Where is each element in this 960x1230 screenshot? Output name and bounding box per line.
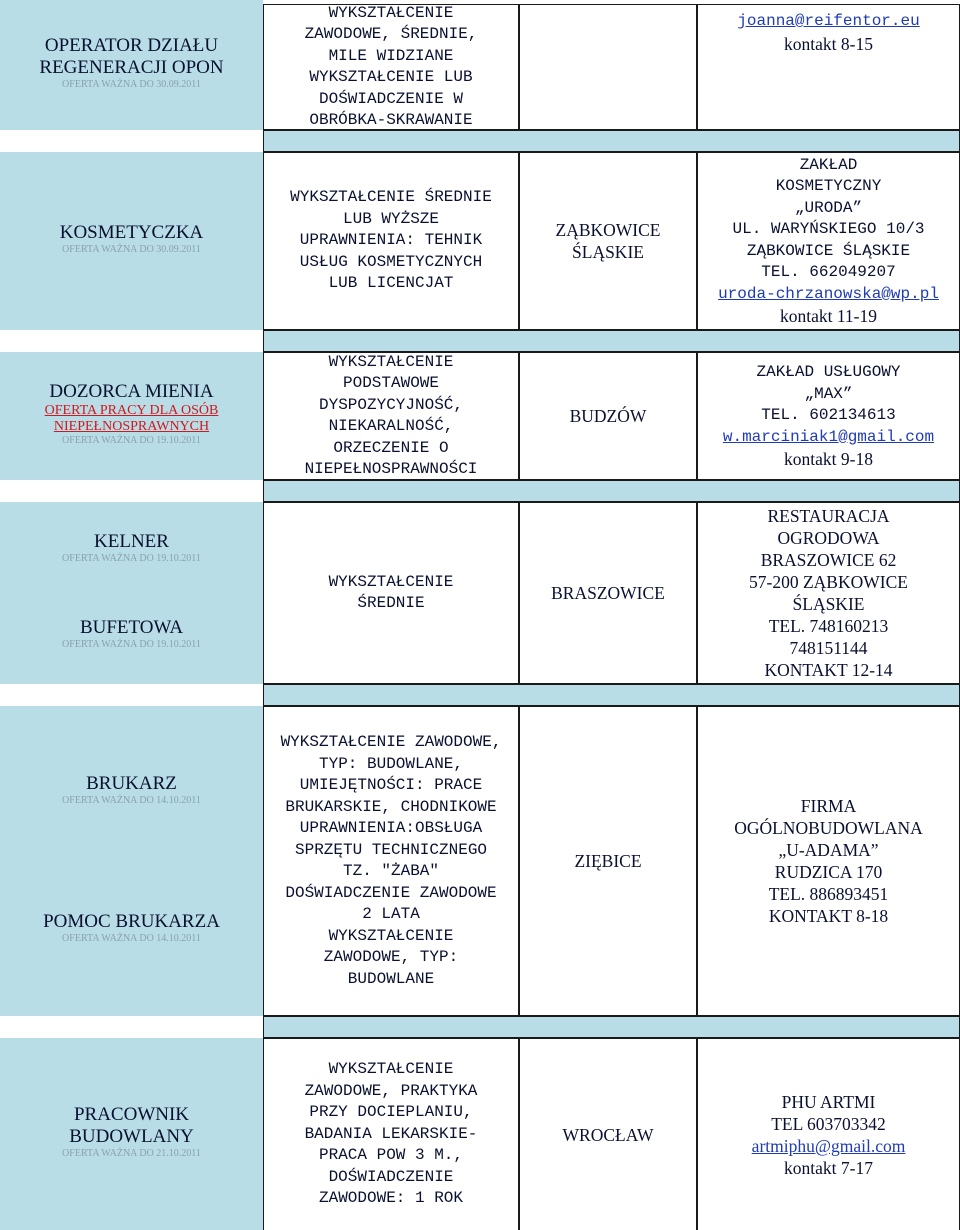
location-text: ZIĘBICE bbox=[574, 851, 642, 871]
contact-hours: kontakt 8-15 bbox=[784, 33, 873, 54]
contact-cell bbox=[697, 352, 960, 480]
contact-line: RESTAURACJA OGRODOWA bbox=[767, 506, 890, 548]
contact-phone: TEL. 886893451 bbox=[768, 884, 889, 904]
contact-line: ZAKŁAD KOSMETYCZNY bbox=[775, 155, 882, 196]
contact-line: BRASZOWICE 62 bbox=[760, 550, 897, 570]
location-cell bbox=[519, 502, 697, 684]
job-title: KELNER bbox=[94, 531, 169, 552]
requirements-text: WYKSZTAŁCENIE ZAWODOWE, TYP: BUDOWLANE bbox=[323, 926, 459, 988]
location-cell bbox=[519, 4, 697, 130]
job-title: BUFETOWA bbox=[79, 617, 184, 638]
validity-date: OFERTA WAŻNA DO 21.10.2011 bbox=[62, 1148, 201, 1159]
contact-email[interactable]: joanna@reifentor.eu bbox=[737, 12, 920, 30]
contact-email[interactable]: uroda-chrzanowska@wp.pl bbox=[718, 284, 939, 303]
location-text: ZĄBKOWICE ŚLĄSKIE bbox=[555, 220, 661, 262]
contact-phone: TEL. 748160213 bbox=[768, 616, 889, 636]
contact-line: „U-ADAMA” bbox=[778, 840, 879, 860]
job-cell bbox=[0, 152, 263, 330]
job-title: OPERATOR DZIAŁU REGENERACJI OPON bbox=[39, 35, 224, 78]
contact-line: UL. WARYŃSKIEGO 10/3 bbox=[732, 220, 925, 239]
contact-hours: KONTAKT 12-14 bbox=[764, 660, 893, 680]
contact-hours: kontakt 7-17 bbox=[784, 1157, 873, 1178]
contact-phone: TEL. 662049207 bbox=[761, 263, 896, 282]
job-title: KOSMETYCZKA bbox=[59, 222, 204, 243]
requirements-text: WYKSZTAŁCENIE ZAWODOWE, PRAKTYKA PRZY DOCIEPLANIU, BADANIA LEKARSKIE- PRACA POW 3 M., DOŚWIADCZENIE ZAWODOWE: 1 ROK bbox=[304, 1060, 478, 1208]
requirements-text: WYKSZTAŁCENIE PODSTAWOWE DYSPOZYCYJNOŚĆ, NIEKARALNOŚĆ, ORZECZENIE O NIEPEŁNOSPRAWNOŚCI bbox=[304, 352, 478, 478]
location-cell bbox=[519, 152, 697, 330]
contact-line: „MAX” bbox=[804, 384, 853, 403]
requirements-text: WYKSZTAŁCENIE ŚREDNIE LUB WYŻSZE UPRAWNIENIA: TEHNIK USŁUG KOSMETYCZNYCH LUB LICENCJAT bbox=[290, 188, 492, 293]
job-cell bbox=[0, 0, 263, 130]
requirements-text: WYKSZTAŁCENIE ZAWODOWE, TYP: BUDOWLANE, UMIEJĘTNOŚCI: PRACE BRUKARSKIE, CHODNIKOWE UPRAWNIENIA:OBSŁUGA SPRZĘTU TECHNICZNEGO TZ. "ŻABA" DOŚWIADCZENIE ZAWODOWE 2 LATA bbox=[280, 733, 502, 923]
requirements-text: WYKSZTAŁCENIE ZAWODOWE, ŚREDNIE, MILE WIDZIANE WYKSZTAŁCENIE LUB DOŚWIADCZENIE W OBRÓBKA-SKRAWANIE bbox=[304, 3, 478, 129]
row-separator bbox=[263, 684, 960, 706]
contact-line: FIRMA OGÓLNOBUDOWLANA bbox=[734, 796, 923, 838]
job-cell bbox=[0, 706, 263, 1016]
job-cell bbox=[0, 502, 263, 684]
validity-date: OFERTA WAŻNA DO 14.10.2011 bbox=[62, 795, 201, 806]
validity-date: OFERTA WAŻNA DO 30.09.2011 bbox=[62, 244, 201, 255]
job-title: DOZORCA MIENIA bbox=[49, 381, 214, 402]
job-title: POMOC BRUKARZA bbox=[43, 911, 220, 932]
contact-phone: 748151144 bbox=[789, 638, 868, 658]
validity-date: OFERTA WAŻNA DO 19.10.2011 bbox=[62, 639, 201, 650]
requirements-cell bbox=[263, 152, 519, 330]
location-text: BRASZOWICE bbox=[551, 583, 665, 603]
row-separator bbox=[263, 480, 960, 502]
requirements-cell bbox=[263, 1038, 519, 1230]
location-cell bbox=[519, 352, 697, 480]
job-title: BRUKARZ bbox=[86, 773, 177, 794]
location-text: BUDZÓW bbox=[569, 406, 647, 426]
contact-hours: kontakt 9-18 bbox=[784, 449, 873, 469]
location-text: WROCŁAW bbox=[562, 1124, 654, 1145]
location-cell bbox=[519, 706, 697, 1016]
job-note: OFERTA PRACY DLA OSÓB NIEPEŁNOSPRAWNYCH bbox=[44, 403, 219, 434]
job-cell bbox=[0, 352, 263, 480]
contact-cell bbox=[697, 4, 960, 130]
contact-cell bbox=[697, 1038, 960, 1230]
contact-line: ZĄBKOWICE ŚLĄSKIE bbox=[746, 241, 911, 260]
validity-date: OFERTA WAŻNA DO 19.10.2011 bbox=[62, 435, 201, 446]
row-separator bbox=[263, 1016, 960, 1038]
row-separator bbox=[263, 130, 960, 152]
location-cell bbox=[519, 1038, 697, 1230]
contact-email[interactable]: artmiphu@gmail.com bbox=[751, 1135, 906, 1156]
contact-line: ZAKŁAD USŁUGOWY bbox=[756, 363, 901, 381]
contact-cell bbox=[697, 502, 960, 684]
validity-date: OFERTA WAŻNA DO 19.10.2011 bbox=[62, 553, 201, 564]
validity-date: OFERTA WAŻNA DO 14.10.2011 bbox=[62, 933, 201, 944]
validity-date: OFERTA WAŻNA DO 30.09.2011 bbox=[62, 79, 201, 90]
requirements-text: WYKSZTAŁCENIE ŚREDNIE bbox=[328, 572, 454, 612]
contact-line: RUDZICA 170 bbox=[774, 862, 883, 882]
contact-line: „URODA” bbox=[794, 198, 863, 217]
row-separator bbox=[263, 330, 960, 352]
requirements-cell bbox=[263, 502, 519, 684]
requirements-cell bbox=[263, 352, 519, 480]
contact-hours: kontakt 11-19 bbox=[779, 306, 878, 327]
contact-cell bbox=[697, 152, 960, 330]
contact-phone: TEL 603703342 bbox=[771, 1113, 886, 1134]
contact-line: PHU ARTMI bbox=[781, 1091, 876, 1112]
contact-line: 57-200 ZĄBKOWICE ŚLĄSKIE bbox=[749, 572, 908, 614]
contact-hours: KONTAKT 8-18 bbox=[768, 906, 889, 926]
contact-cell bbox=[697, 706, 960, 1016]
job-cell bbox=[0, 1038, 263, 1230]
requirements-cell bbox=[263, 706, 519, 1016]
contact-email[interactable]: w.marciniak1@gmail.com bbox=[722, 427, 935, 446]
contact-phone: TEL. 602134613 bbox=[761, 406, 896, 424]
job-title: PRACOWNIK BUDOWLANY bbox=[69, 1104, 194, 1147]
requirements-cell bbox=[263, 4, 519, 130]
